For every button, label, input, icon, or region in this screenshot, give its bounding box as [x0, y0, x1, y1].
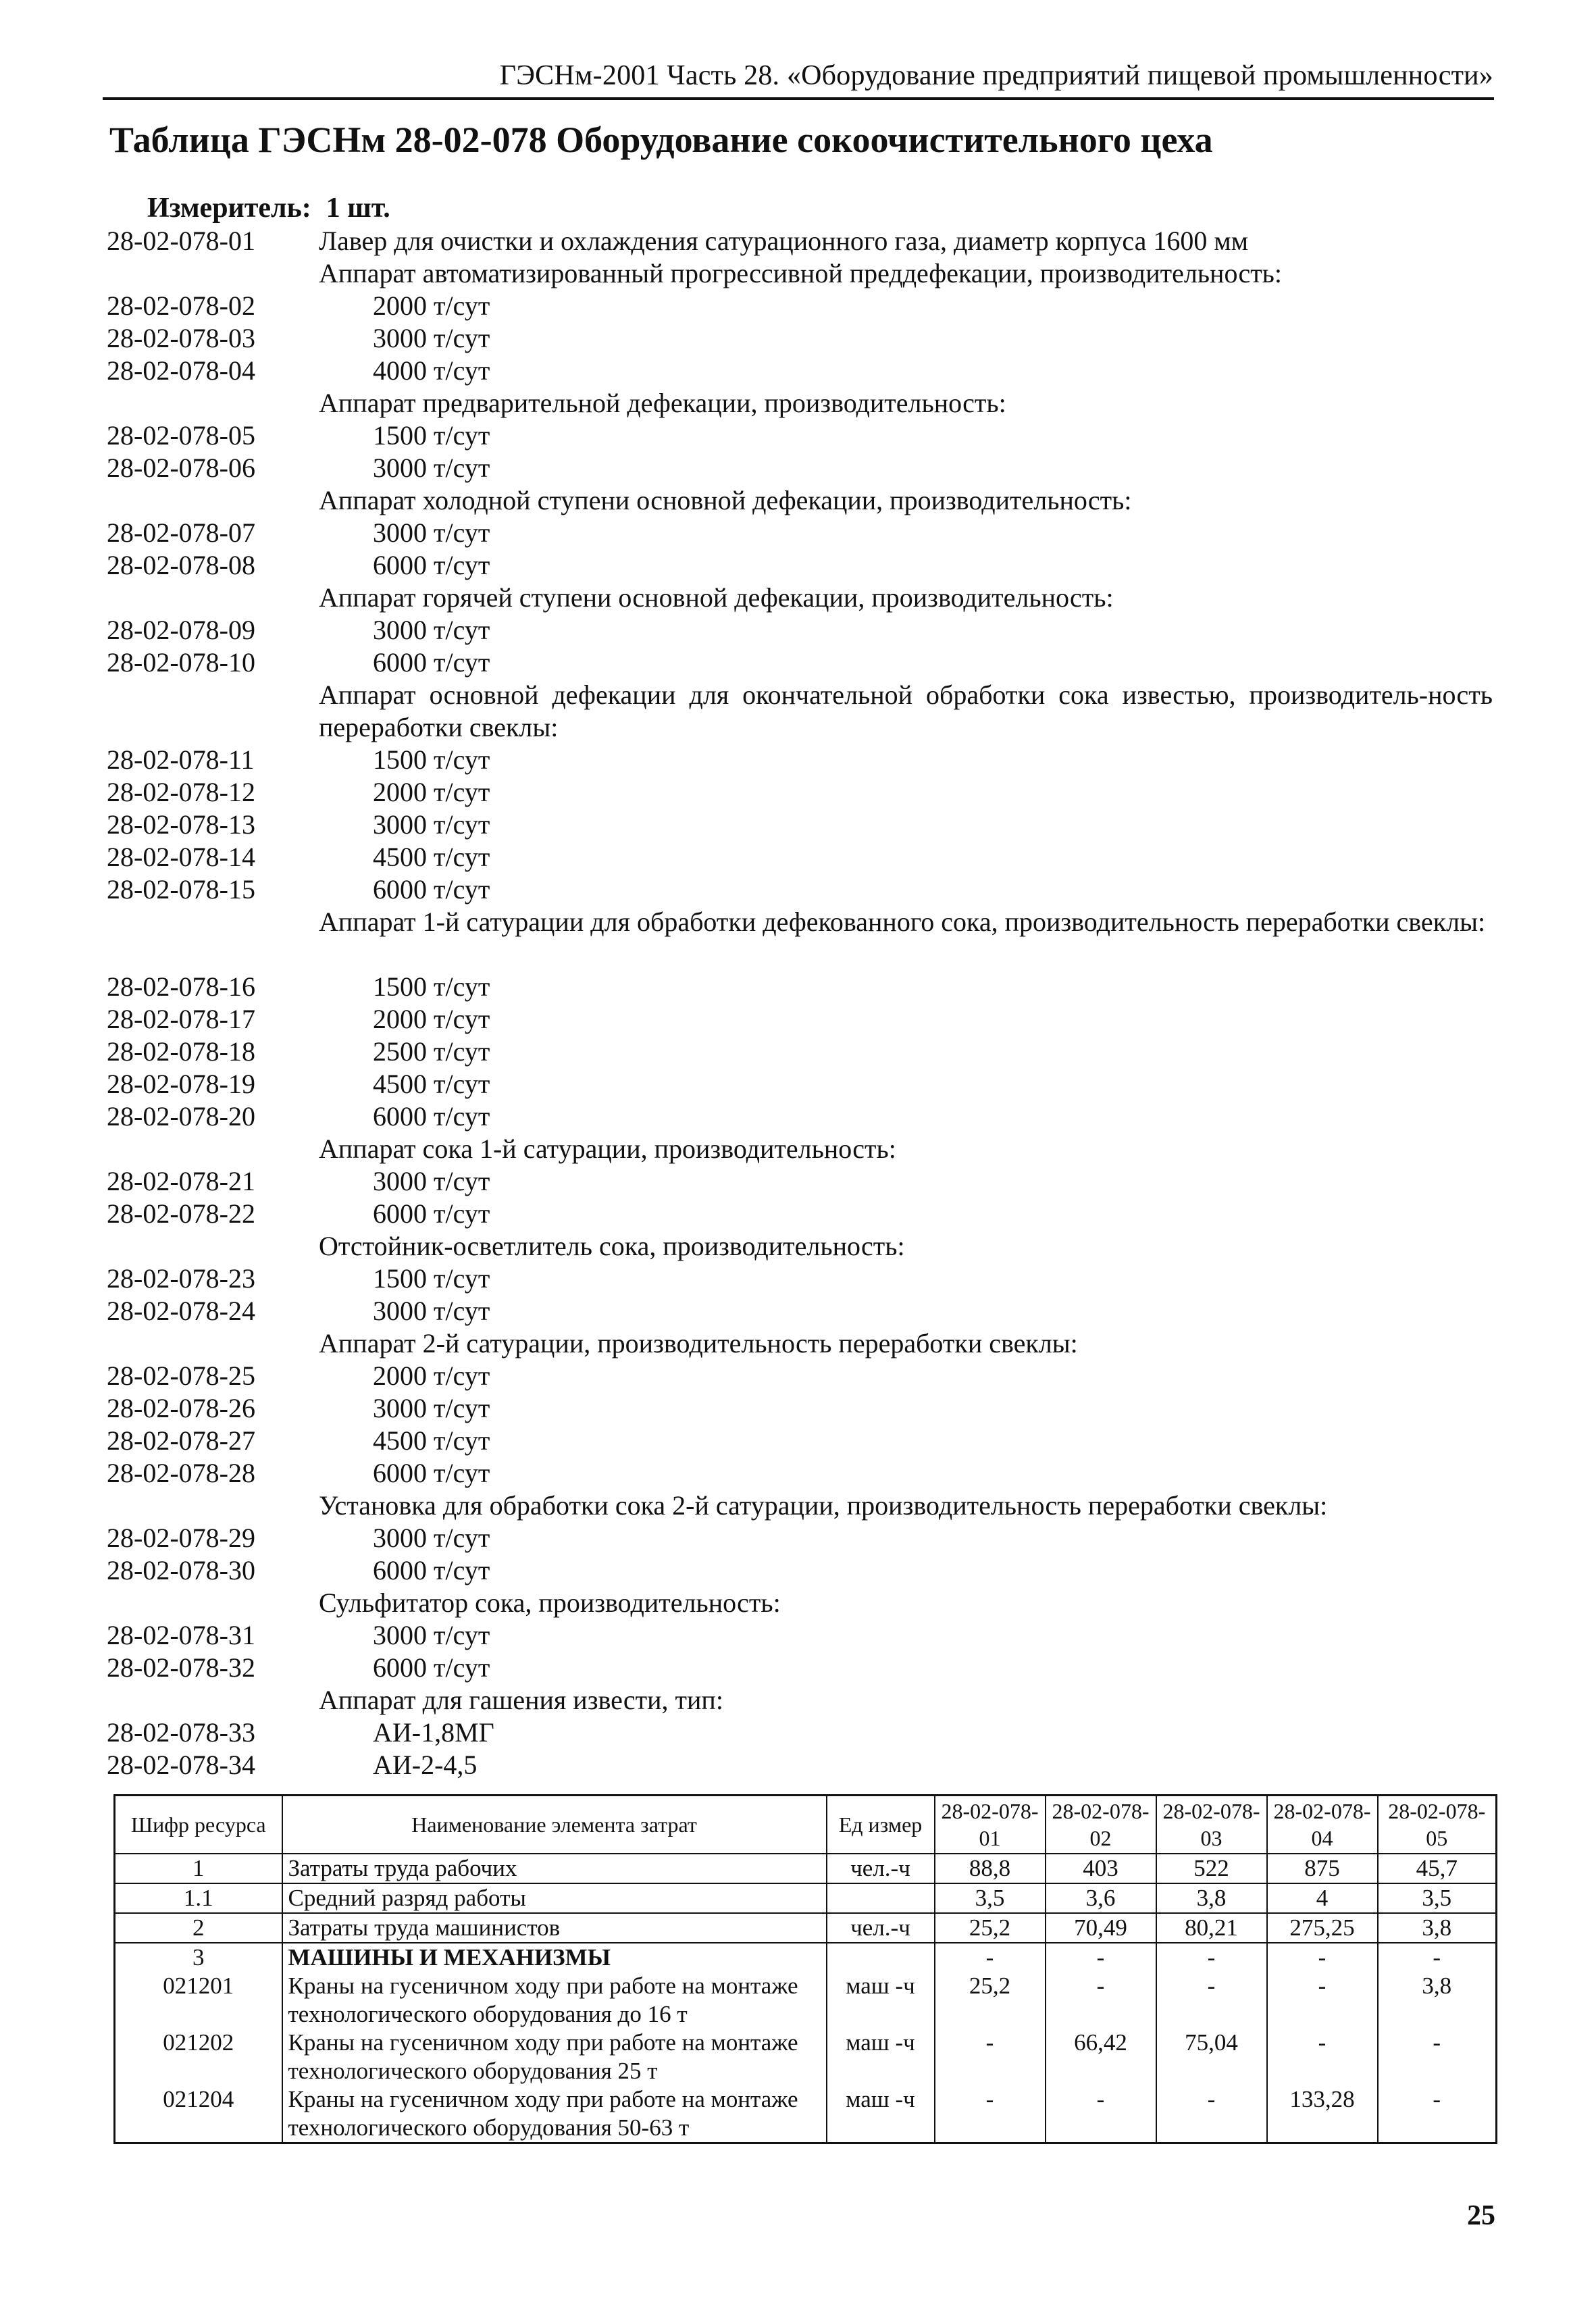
entry-capacity: 3000 т/сут: [373, 1296, 490, 1326]
table-header-row: [115, 1796, 1497, 1854]
entry-capacity: 6000 т/сут: [373, 647, 490, 678]
entry-code: 28-02-078-18: [107, 1036, 255, 1067]
entry-code: 28-02-078-19: [107, 1069, 255, 1099]
entry-code: 28-02-078-20: [107, 1101, 255, 1132]
group-heading: Аппарат 2-й сатурации, производительность переработки свеклы:: [319, 1328, 1078, 1358]
table-row: [115, 1883, 1497, 1913]
entry-code: 28-02-078-15: [107, 874, 255, 905]
entry-capacity: 4500 т/сут: [373, 842, 490, 872]
entry-code: 28-02-078-12: [107, 777, 255, 807]
header-col-2: 28-02-078-02: [1046, 1796, 1156, 1854]
entry-code: 28-02-078-21: [107, 1166, 255, 1196]
cell-value: 66,42: [1046, 2029, 1156, 2085]
cell-value: 3,8: [1378, 1913, 1497, 1943]
cell-value: -: [1378, 1943, 1497, 1972]
cell-value: -: [1046, 2085, 1156, 2143]
entry-code: 28-02-078-10: [107, 647, 255, 678]
group-heading: Сульфитатор сока, производительность:: [319, 1587, 781, 1618]
entry-capacity: 3000 т/сут: [373, 323, 490, 353]
cell-value: 3,8: [1156, 1883, 1267, 1913]
entry-code: 28-02-078-32: [107, 1652, 255, 1683]
cell-code: 3: [115, 1943, 282, 1972]
entry-capacity: 6000 т/сут: [373, 1652, 490, 1683]
cell-value: -: [1267, 2029, 1378, 2085]
cell-name: МАШИНЫ И МЕХАНИЗМЫ: [282, 1943, 827, 1972]
group-heading: Аппарат горячей ступени основной дефекации, производительность:: [319, 582, 1114, 613]
cell-value: 403: [1046, 1854, 1156, 1883]
entry-capacity: 1500 т/сут: [373, 971, 490, 1002]
resource-cost-table: [113, 1794, 1497, 2144]
entry-code: 28-02-078-34: [107, 1750, 255, 1780]
entry-code: 28-02-078-16: [107, 971, 255, 1002]
entry-code: 28-02-078-25: [107, 1361, 255, 1391]
page-number: 25: [1467, 2200, 1495, 2231]
entry-capacity: 3000 т/сут: [373, 809, 490, 840]
entry-code: 28-02-078-17: [107, 1004, 255, 1034]
entry-code: 28-02-078-01: [107, 226, 255, 256]
entry-capacity: 2000 т/сут: [373, 290, 490, 321]
entry-capacity: 3000 т/сут: [373, 453, 490, 483]
cell-value: -: [1156, 1943, 1267, 1972]
entry-capacity: 1500 т/сут: [373, 420, 490, 451]
entry-capacity: 3000 т/сут: [373, 1620, 490, 1650]
header-col-5: 28-02-078-05: [1378, 1796, 1497, 1854]
cell-value: 70,49: [1046, 1913, 1156, 1943]
entry-capacity: 2000 т/сут: [373, 1361, 490, 1391]
cell-code: 021201: [115, 1972, 282, 2029]
entry-capacity: 6000 т/сут: [373, 1101, 490, 1132]
cell-name: Затраты труда машинистов: [282, 1913, 827, 1943]
entry-code: 28-02-078-33: [107, 1717, 255, 1748]
cell-value: 133,28: [1267, 2085, 1378, 2143]
group-heading: Аппарат предварительной дефекации, производительность:: [319, 388, 1006, 418]
entry-code: 28-02-078-22: [107, 1198, 255, 1229]
header-col-4: 28-02-078-04: [1267, 1796, 1378, 1854]
entry-capacity: АИ-1,8МГ: [373, 1717, 494, 1748]
cell-value: -: [1046, 1972, 1156, 2029]
entry-code: 28-02-078-11: [107, 744, 255, 775]
entry-capacity: 6000 т/сут: [373, 550, 490, 580]
entry-code: 28-02-078-31: [107, 1620, 255, 1650]
entry-code: 28-02-078-30: [107, 1555, 255, 1585]
entry-capacity: 6000 т/сут: [373, 1458, 490, 1488]
cell-value: -: [1156, 2085, 1267, 2143]
header-unit: Ед измер: [827, 1796, 935, 1854]
entry-capacity: 2500 т/сут: [373, 1036, 490, 1067]
cell-name: Краны на гусеничном ходу при работе на монтаже технологического оборудования 50-63 т: [282, 2085, 827, 2143]
group-heading: Аппарат автоматизированный прогрессивной преддефекации, производительность:: [319, 258, 1283, 288]
entry-capacity: 3000 т/сут: [373, 1393, 490, 1423]
entry-code: 28-02-078-03: [107, 323, 255, 353]
group-heading: Аппарат 1-й сатурации для обработки дефекованного сока, производительность переработки свеклы:: [319, 907, 1486, 937]
entry-code: 28-02-078-04: [107, 355, 255, 386]
header-code: Шифр ресурса: [115, 1796, 282, 1854]
group-heading: Аппарат холодной ступени основной дефекации, производительность:: [319, 485, 1132, 515]
cell-value: -: [1378, 2029, 1497, 2085]
entry-code: 28-02-078-14: [107, 842, 255, 872]
cell-value: -: [1267, 1972, 1378, 2029]
entry-code: 28-02-078-07: [107, 517, 255, 548]
entry-code: 28-02-078-24: [107, 1296, 255, 1326]
cell-unit: маш -ч: [827, 2085, 935, 2143]
entry-code: 28-02-078-06: [107, 453, 255, 483]
entry-capacity: 3000 т/сут: [373, 517, 490, 548]
cell-value: 88,8: [935, 1854, 1046, 1883]
group-heading: Установка для обработки сока 2-й сатурации, производительность переработки свеклы:: [319, 1490, 1328, 1521]
cell-value: 522: [1156, 1854, 1267, 1883]
cell-unit: [827, 1883, 935, 1913]
entry-capacity: 2000 т/сут: [373, 1004, 490, 1034]
cell-value: 275,25: [1267, 1913, 1378, 1943]
entry-capacity: 1500 т/сут: [373, 1263, 490, 1294]
group-heading: Отстойник-осветлитель сока, производительность:: [319, 1231, 905, 1261]
cell-code: 1: [115, 1854, 282, 1883]
meter-value: 1 шт.: [326, 193, 390, 224]
entry-capacity: 6000 т/сут: [373, 874, 490, 905]
entry-code: 28-02-078-28: [107, 1458, 255, 1488]
entry-capacity: АИ-2-4,5: [373, 1750, 478, 1780]
cell-value: 3,5: [1378, 1883, 1497, 1913]
cell-name: Средний разряд работы: [282, 1883, 827, 1913]
entry-capacity: 1500 т/сут: [373, 744, 490, 775]
meter-line: [147, 192, 390, 224]
cell-value: 3,8: [1378, 1972, 1497, 2029]
entry-capacity: 6000 т/сут: [373, 1555, 490, 1585]
entry-code: 28-02-078-26: [107, 1393, 255, 1423]
cell-unit: маш -ч: [827, 1972, 935, 2029]
entry-capacity: 3000 т/сут: [373, 1523, 490, 1553]
table-row: [115, 2029, 1497, 2085]
entry-code: 28-02-078-13: [107, 809, 255, 840]
cell-value: 3,5: [935, 1883, 1046, 1913]
cell-value: 4: [1267, 1883, 1378, 1913]
entry-capacity: 3000 т/сут: [373, 1166, 490, 1196]
cell-value: -: [935, 2085, 1046, 2143]
entry-code: 28-02-078-08: [107, 550, 255, 580]
cell-value: 80,21: [1156, 1913, 1267, 1943]
entry-code: 28-02-078-27: [107, 1425, 255, 1456]
header-rule: [103, 97, 1494, 100]
group-heading: Аппарат основной дефекации для окончательной обработки сока известью, производитель-ность переработки свеклы:: [319, 680, 1493, 742]
entry-code: 28-02-078-05: [107, 420, 255, 451]
cell-value: -: [1267, 1943, 1378, 1972]
table-row: [115, 1913, 1497, 1943]
cell-code: 021204: [115, 2085, 282, 2143]
table-row: [115, 1854, 1497, 1883]
header-col-1: 28-02-078-01: [935, 1796, 1046, 1854]
entry-capacity: 3000 т/сут: [373, 615, 490, 645]
cell-name: Краны на гусеничном ходу при работе на монтаже технологического оборудования 25 т: [282, 2029, 827, 2085]
cell-value: -: [1156, 1972, 1267, 2029]
cell-value: -: [1046, 1943, 1156, 1972]
cell-name: Затраты труда рабочих: [282, 1854, 827, 1883]
cell-code: 2: [115, 1913, 282, 1943]
entry-description: Лавер для очистки и охлаждения сатурационного газа, диаметр корпуса 1600 мм: [319, 226, 1249, 256]
entry-code: 28-02-078-23: [107, 1263, 255, 1294]
cell-value: 45,7: [1378, 1854, 1497, 1883]
group-heading: Аппарат сока 1-й сатурации, производительность:: [319, 1134, 896, 1164]
meter-label: Измеритель:: [147, 193, 311, 224]
entry-code: 28-02-078-09: [107, 615, 255, 645]
header-name: Наименование элемента затрат: [282, 1796, 827, 1854]
cell-unit: маш -ч: [827, 2029, 935, 2085]
running-header: ГЭСНм-2001 Часть 28. «Оборудование предприятий пищевой промышленности»: [499, 60, 1493, 91]
group-heading: Аппарат для гашения извести, тип:: [319, 1685, 723, 1715]
entry-code: 28-02-078-29: [107, 1523, 255, 1553]
cell-unit: чел.-ч: [827, 1854, 935, 1883]
header-col-3: 28-02-078-03: [1156, 1796, 1267, 1854]
cell-value: 75,04: [1156, 2029, 1267, 2085]
cell-unit: [827, 1943, 935, 1972]
entry-capacity: 4500 т/сут: [373, 1425, 490, 1456]
cell-value: 875: [1267, 1854, 1378, 1883]
cell-name: Краны на гусеничном ходу при работе на монтаже технологического оборудования до 16 т: [282, 1972, 827, 2029]
cell-code: 1.1: [115, 1883, 282, 1913]
entry-capacity: 4000 т/сут: [373, 355, 490, 386]
cell-value: 25,2: [935, 1972, 1046, 2029]
entry-code: 28-02-078-02: [107, 290, 255, 321]
entry-capacity: 4500 т/сут: [373, 1069, 490, 1099]
cell-unit: чел.-ч: [827, 1913, 935, 1943]
cell-value: -: [1378, 2085, 1497, 2143]
table-row: [115, 1943, 1497, 1972]
entry-capacity: 6000 т/сут: [373, 1198, 490, 1229]
cell-value: -: [935, 1943, 1046, 1972]
cell-value: 3,6: [1046, 1883, 1156, 1913]
table-title: Таблица ГЭСНм 28-02-078 Оборудование сокоочистительного цеха: [109, 120, 1213, 160]
cell-value: 25,2: [935, 1913, 1046, 1943]
table-row: [115, 2085, 1497, 2143]
table-row: [115, 1972, 1497, 2029]
cell-value: -: [935, 2029, 1046, 2085]
cell-code: 021202: [115, 2029, 282, 2085]
entry-capacity: 2000 т/сут: [373, 777, 490, 807]
